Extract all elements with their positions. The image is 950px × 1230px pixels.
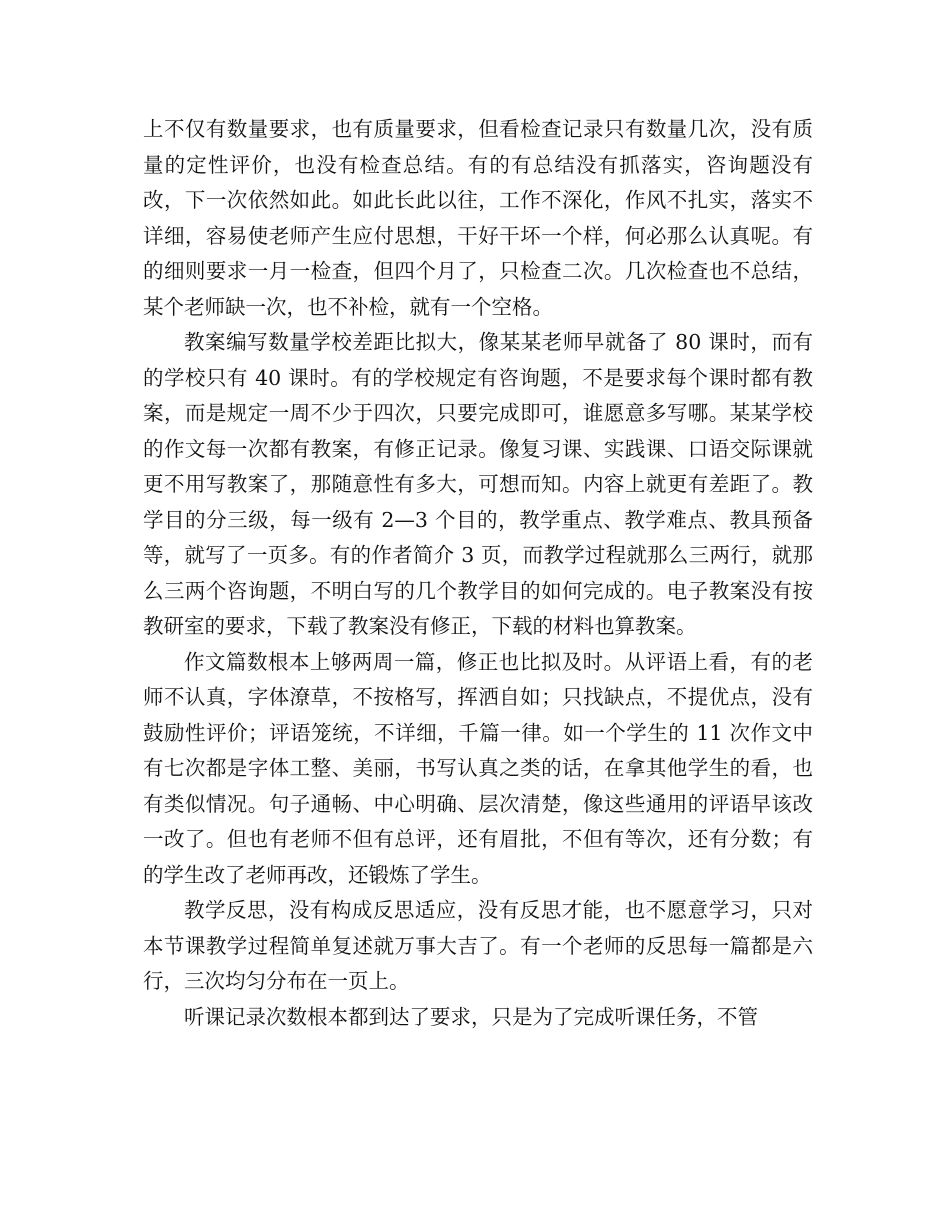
paragraph-2: 教案编写数量学校差距比拟大，像某某老师早就备了 80 课时，而有的学校只有 40 课时。有的学校规定有咨询题，不是要求每个课时都有教案，而是规定一周不少于四次，只要完成即可，谁愿意多写哪。某某学校的作文每一次都有教案，有修正记录。像复习课、实践课、口语交际课就更不用写教案了，那随意性有多大，可想而知。内容上就更有差距了。教学目的分三级，每一级有 2—3 个目的，教学重点、教学难点、教具预备等，就写了一页多。有的作者简介 3 页，而教学过程就那么三两行，就那么三两个咨询题，不明白写的几个教学目的如何完成的。电子教案没有按教研室的要求，下载了教案没有修正，下载的材料也算教案。	[143, 330, 813, 638]
paragraph-4: 教学反思，没有构成反思适应，没有反思才能，也不愿意学习，只对本节课教学过程简单复述就万事大吉了。有一个老师的反思每一篇都是六行，三次均匀分布在一页上。	[143, 898, 813, 993]
document-page	[143, 112, 813, 1035]
paragraph-1: 上不仅有数量要求，也有质量要求，但看检查记录只有数量几次，没有质量的定性评价，也没有检查总结。有的有总结没有抓落实，咨询题没有改，下一次依然如此。如此长此以往，工作不深化，作风不扎实，落实不详细，容易使老师产生应付思想，干好干坏一个样，何必那么认真呢。有的细则要求一月一检查，但四个月了，只检查二次。几次检查也不总结，某个老师缺一次，也不补检，就有一个空格。	[143, 117, 813, 319]
paragraph-5: 听课记录次数根本都到达了要求，只是为了完成听课任务，不管	[184, 1004, 758, 1029]
paragraph-3: 作文篇数根本上够两周一篇，修正也比拟及时。从评语上看，有的老师不认真，字体潦草，不按格写，挥洒自如；只找缺点，不提优点，没有鼓励性评价；评语笼统，不详细，千篇一律。如一个学生的 11 次作文中有七次都是字体工整、美丽，书写认真之类的话，在拿其他学生的看，也有类似情况。句子通畅、中心明确、层次清楚，像这些通用的评语早该改一改了。但也有老师不但有总评，还有眉批，不但有等次，还有分数；有的学生改了老师再改，还锻炼了学生。	[143, 649, 813, 887]
